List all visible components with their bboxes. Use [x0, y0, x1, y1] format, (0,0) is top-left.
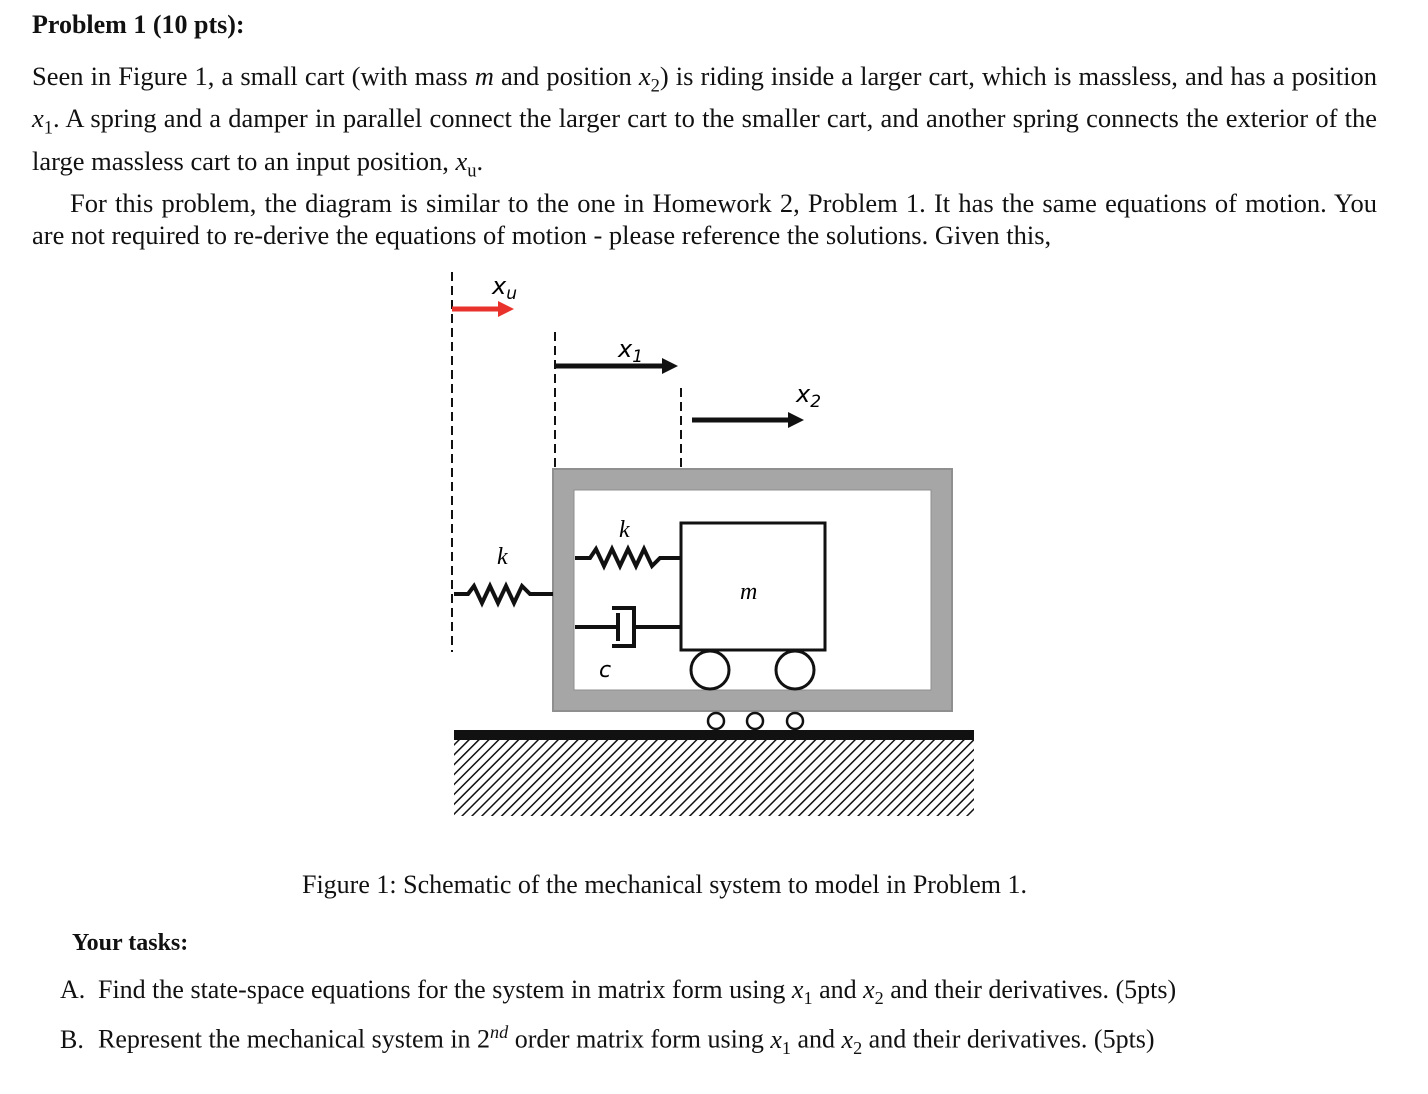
problem-title: Problem 1 (10 pts):: [32, 10, 245, 39]
input-position-arrow: [452, 301, 514, 317]
x1-position-arrow: [555, 358, 678, 374]
ground-hatching: [454, 740, 974, 816]
task-b: B. Represent the mechanical system in 2nd order matrix form using $x_1$ and $x_2$ and their derivatives. (5pts): [60, 1022, 1155, 1058]
figure-caption: Figure 1: Schematic of the mechanical system to model in Problem 1.: [302, 870, 1027, 899]
label-x1: $x_1$: [618, 335, 644, 367]
cart-roller-3: [787, 713, 803, 729]
x2-position-arrow: [692, 412, 804, 428]
tasks-title: Your tasks:: [72, 930, 189, 956]
task-a: A. Find the state-space equations for the system in matrix form using $x_1$ and $x_2$ and their derivatives. (5pts): [60, 975, 1177, 1009]
mass-wheel-right: [776, 651, 814, 689]
paragraph-2: For this problem, the diagram is similar to the one in Homework 2, Problem 1. It has the same equations of motion. You are not required to re-derive the equations of motion - please reference the solutions. Given this,: [32, 187, 1377, 250]
outer-spring: [454, 586, 553, 603]
label-k-inner: k: [619, 517, 630, 543]
label-xu: $x_u$: [492, 272, 517, 304]
label-k-outer: k: [497, 544, 508, 570]
label-c: c: [599, 658, 612, 683]
label-m: m: [740, 579, 758, 605]
label-x2: $x_2$: [796, 380, 822, 412]
ground-surface: [454, 730, 974, 740]
mass-wheel-left: [691, 651, 729, 689]
paragraph-1: Seen in Figure 1, a small cart (with mass m and position $x_2$) is riding inside a larger cart, which is massless, and has a position $x_1$. A spring and a damper in parallel connect the larger cart to the smaller cart, and another spring connects the exterior of the large massless cart to an input position, $x_u$.: [32, 61, 1377, 181]
cart-roller-1: [708, 713, 724, 729]
cart-roller-2: [747, 713, 763, 729]
